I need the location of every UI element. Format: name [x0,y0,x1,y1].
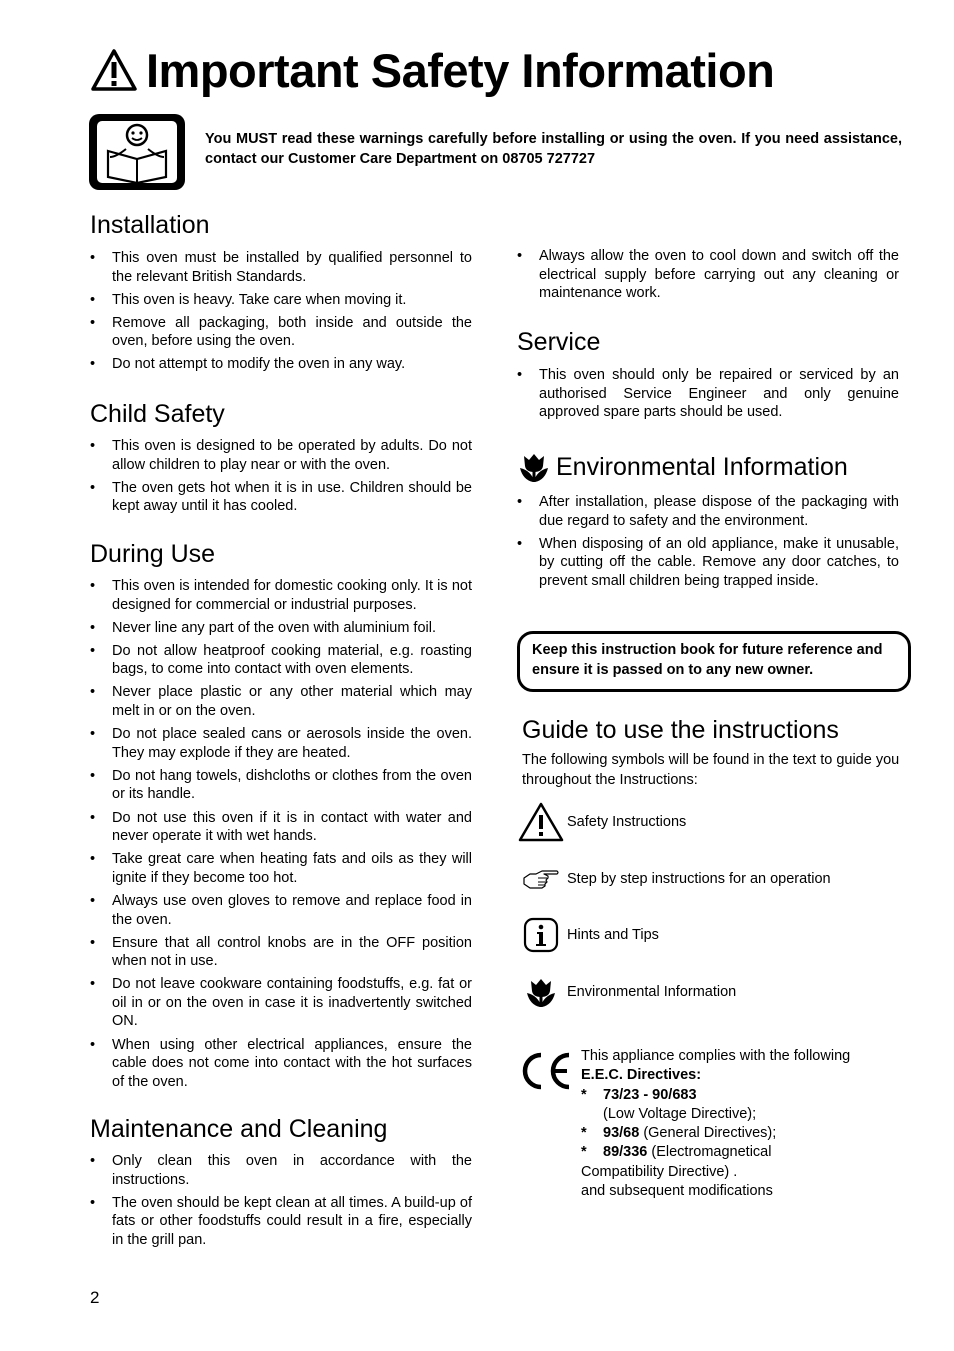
directive-desc: Compatibility Directive) . [581,1163,738,1180]
during-use-section [90,542,472,1096]
list-item: • Do not leave cookware containing foodstuffs, e.g. fat or oil in or on the oven in case it is inadvertently switched ON. [90,976,472,1030]
list-item: • Do not allow heatproof cooking material, e.g. roasting bags, to come into contact with oven elements. [90,642,472,678]
child-safety-heading: Child Safety [90,400,225,428]
directive-code: 89/336 [603,1144,648,1161]
list-item: • This oven is designed to be operated by adults. Do not allow children to play near or with the oven. [90,438,472,473]
list-item: • Ensure that all control knobs are in the OFF position when not in use. [90,934,472,970]
list-item: • Remove all packaging, both inside and outside the oven, before using the oven. [90,314,472,350]
ce-mark-icon [517,1050,573,1097]
list-item: • This oven is heavy. Take care when moving it. [90,291,407,308]
list-item: • This oven is intended for domestic cooking only. It is not designed for commercial or industrial purposes. [90,578,472,613]
pointing-hand-icon [522,868,560,890]
list-item: • Do not place sealed cans or aerosols inside the oven. They may explode if they are heated. [90,726,472,761]
directive-desc: (General Directives); [639,1125,777,1142]
list-item: • The oven should be kept clean at all times. A build-up of fats or other foodstuffs could result in a fire, especially in the grill pan. [90,1194,472,1248]
installation-section [90,213,472,379]
symbol-row-environment [517,975,736,1009]
list-item: • Always use oven gloves to remove and replace food in the oven. [90,892,472,928]
directive-code: 93/68 [603,1125,640,1142]
list-item: • When disposing of an old appliance, make it unusable, by cutting off the cable. Remove any door catches, to prevent small children being trapped inside. [517,535,899,589]
tulip-icon [524,975,558,1009]
maintenance-continued [517,247,899,307]
list-item: • Only clean this oven in accordance with the instructions. [90,1153,472,1188]
ce-footer: and subsequent modifications [581,1183,773,1200]
service-section [517,330,899,426]
warning-triangle-icon [90,48,138,92]
directive-desc: (Low Voltage Directive); [603,1105,757,1122]
list-item: • This oven must be installed by qualified personnel to the relevant British Standards. [90,250,472,285]
maintenance-heading: Maintenance and Cleaning [90,1115,388,1143]
symbol-label: Safety Instructions [567,814,687,830]
list-item: • Do not hang towels, dishcloths or clothes from the oven or its handle. [90,767,472,803]
symbol-label: Hints and Tips [567,927,659,943]
during-use-heading: During Use [90,540,216,568]
tulip-icon [517,450,551,484]
guide-heading: Guide to use the instructions [522,716,839,744]
ce-compliance-text: This appliance complies with the following E.E.C. Directives: * 73/23 - 90/683 (Low Voltage Directive); * 93/68 (General Directives); * 89/336 (Electromagnetical Compatibility Directive) . and subsequent modifications [581,1047,901,1201]
symbol-label: Environmental Information [567,984,737,1000]
symbol-row-safety [517,802,686,842]
list-item: • When using other electrical appliances, ensure the cable does not come into contact with the hot surfaces of the oven. [90,1036,472,1090]
list-item: • Never line any part of the oven with aluminium foil. [90,619,436,636]
page-number: 2 [90,1288,100,1307]
keep-instructions-notice: Keep this instruction book for future reference and ensure it is passed on to any new owner. [517,631,911,692]
installation-heading: Installation [90,211,210,239]
list-item: • This oven should only be repaired or serviced by an authorised Service Engineer and only genuine approved spare parts should be used. [517,367,899,421]
guide-intro: The following symbols will be found in the text to guide you throughout the Instructions: [522,752,900,788]
read-manual-icon [88,113,186,191]
list-item: • Take great care when heating fats and oils as they will ignite if they become too hot. [90,851,472,886]
list-item: • Never place plastic or any other material which may melt in or on the oven. [90,684,472,720]
symbol-row-hints [517,917,659,953]
ce-directives-heading: E.E.C. Directives: [581,1067,702,1084]
directive-code: 73/23 - 90/683 [603,1086,697,1103]
symbol-row-steps [517,866,831,892]
environmental-section [517,450,899,595]
ce-line: This appliance complies with the following [581,1048,851,1064]
environmental-heading: Environmental Information [556,452,848,481]
list-item: • Always allow the oven to cool down and switch off the electrical supply before carrying out any cleaning or maintenance work. [517,248,899,302]
intro-warning-text: You MUST read these warnings carefully before installing or using the oven. If you need assistance, contact our Customer Care Department on 08705 727727 [205,131,902,167]
warning-triangle-icon [518,802,564,842]
page-title-row [90,40,774,100]
info-icon [523,917,559,953]
list-item: • The oven gets hot when it is in use. Children should be kept away until it has cooled. [90,479,472,515]
service-heading: Service [517,328,601,356]
list-item: • After installation, please dispose of the packaging with due regard to safety and the environment. [517,494,899,529]
child-safety-section [90,402,472,520]
maintenance-section [90,1117,472,1254]
guide-section [522,718,907,790]
list-item: • Do not attempt to modify the oven in any way. [90,356,406,373]
list-item: • Do not use this oven if it is in contact with water and never operate it with wet hands. [90,809,472,845]
directive-desc: (Electromagnetical [647,1144,772,1161]
page-title: Important Safety Information [146,43,775,97]
symbol-label: Step by step instructions for an operation [567,871,831,887]
